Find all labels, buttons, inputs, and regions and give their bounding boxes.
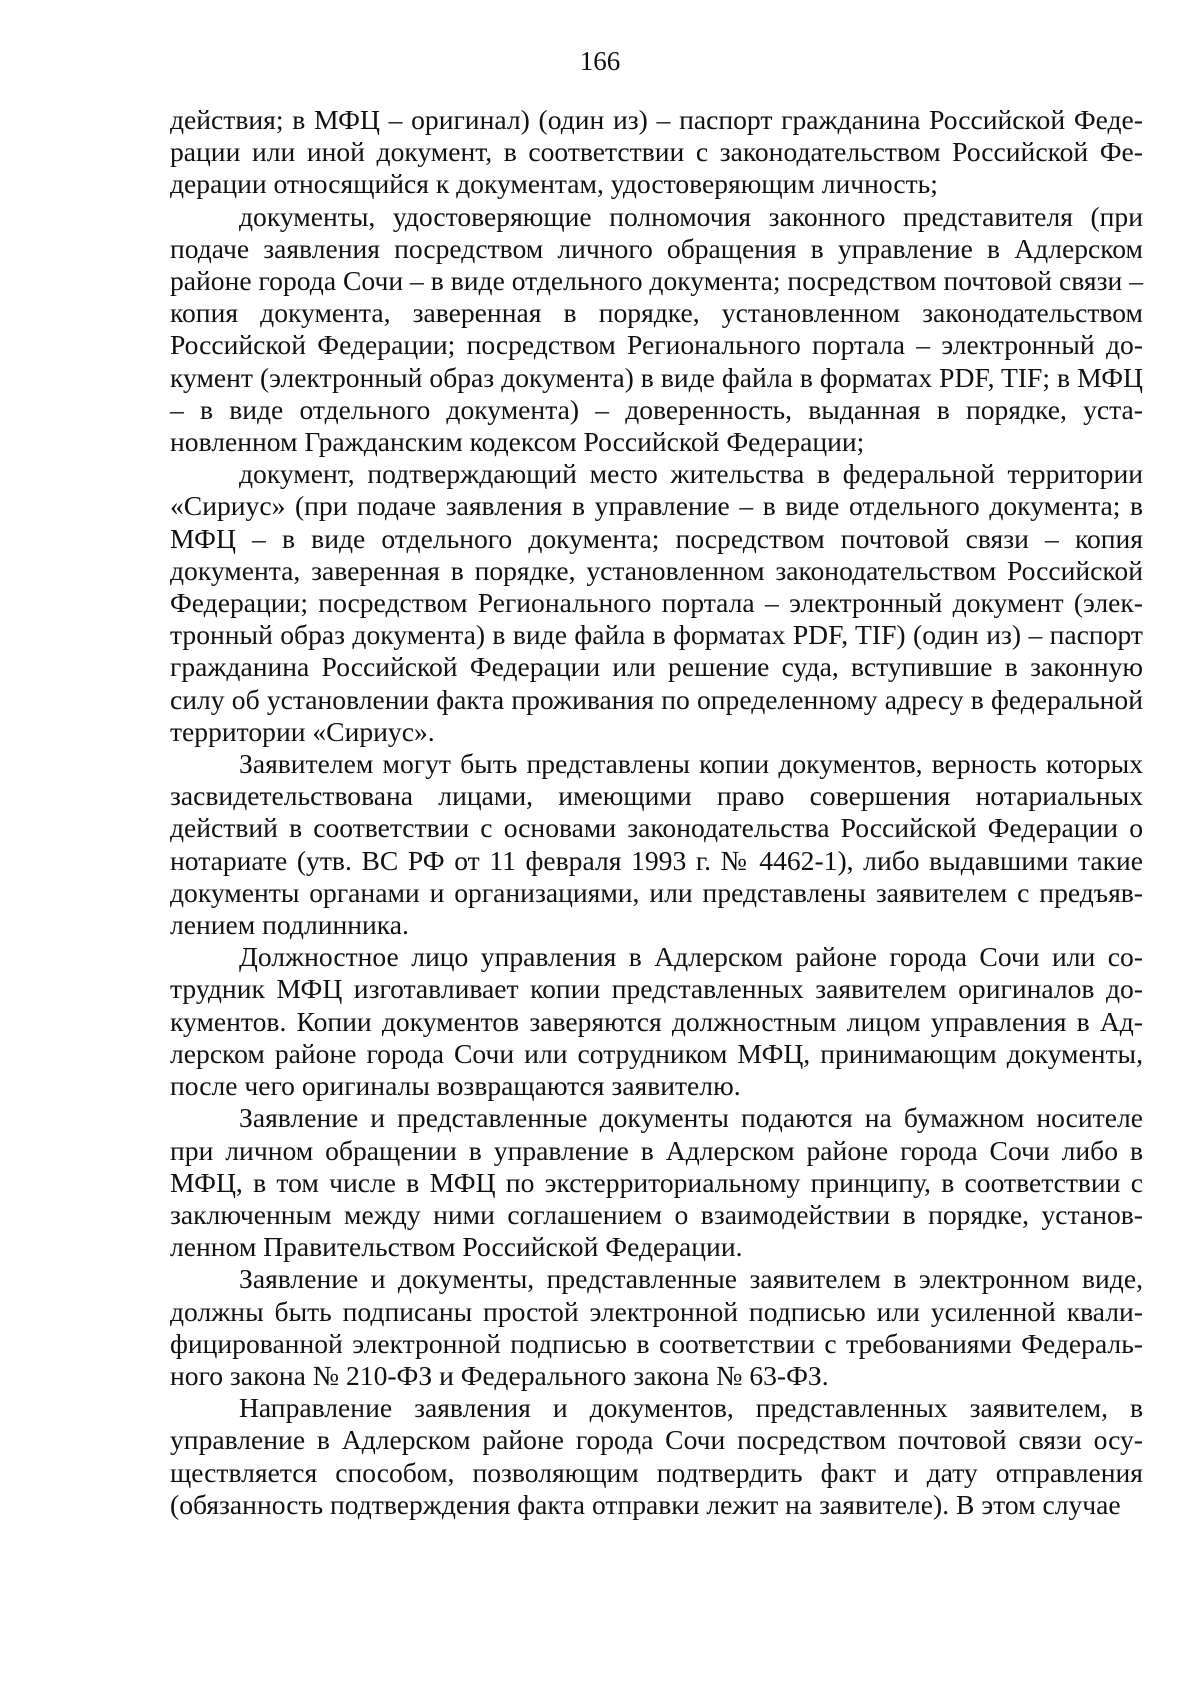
paragraph-certified-copies: Заявителем могут быть представлены копии документов, верность которых засвидетельствована лицами, имеющими право совершения нотариальных действий в соответствии с основами законодательства Российской Федерации о нотариате (утв. ВС РФ от 11 февраля 1993 г. № 4462-1), либо выдавшими такие документы органами и организациями, или представлены заявителем с предъявлением подлинника. <box>170 748 1143 941</box>
paragraph-paper-submission: Заявление и представленные документы подаются на бумажном носителе при личном обращении в управление в Адлерском районе города Сочи либо в МФЦ, в том числе в МФЦ по экстерриториальному принципу, в соответствии с заключенным между ними соглашением о взаимодействии в порядке, установленном Правительством Российской Федерации. <box>170 1102 1143 1263</box>
paragraph-copy-making: Должностное лицо управления в Адлерском районе города Сочи или сотрудник МФЦ изготавливает копии представленных заявителем оригиналов документов. Копии документов заверяются должностным лицом управления в Адлерском районе города Сочи или сотрудником МФЦ, принимающим документы, после чего оригиналы возвращаются заявителю. <box>170 941 1143 1102</box>
paragraph-continuation: действия; в МФЦ – оригинал) (один из) – паспорт гражданина Российской Федерации или иной документ, в соответствии с законодательством Российской Федерации относящийся к документам, удостоверяющим личность; <box>170 104 1143 200</box>
paragraph-representative-documents: документы, удостоверяющие полномочия законного представителя (при подаче заявления посредством личного обращения в управление в Адлерском районе города Сочи – в виде отдельного документа; посредством почтовой связи – копия документа, заверенная в порядке, установленном законодательством Российской Федерации; посредством Регионального портала – электронный документ (электронный образ документа) в виде файла в форматах PDF, TIF; в МФЦ – в виде отдельного документа) – доверенность, выданная в порядке, установленном Гражданским кодексом Российской Федерации; <box>170 200 1143 458</box>
paragraph-electronic-signature: Заявление и документы, представленные заявителем в электронном виде, должны быть подписаны простой электронной подписью или усиленной квалифицированной электронной подписью в соответствии с требованиями Федерального закона № 210-ФЗ и Федерального закона № 63-ФЗ. <box>170 1263 1143 1391</box>
document-text <box>170 104 1143 1521</box>
paragraph-postal-submission: Направление заявления и документов, представленных заявителем, в управление в Адлерском районе города Сочи посредством почтовой связи осуществляется способом, позволяющим подтвердить факт и дату отправления (обязанность подтверждения факта отправки лежит на заявителе). В этом случае <box>170 1392 1143 1520</box>
page-number: 166 <box>579 46 621 76</box>
paragraph-residence-document: документ, подтверждающий место жительства в федеральной территории «Сириус» (при подаче заявления в управление – в виде отдельного документа; в МФЦ – в виде отдельного документа; посредством почтовой связи – копия документа, заверенная в порядке, установленном законодательством Российской Федерации; посредством Регионального портала – электронный документ (электронный образ документа) в виде файла в форматах PDF, TIF) (один из) – паспорт гражданина Российской Федерации или решение суда, вступившие в законную силу об установлении факта проживания по определенному адресу в федеральной территории «Сириус». <box>170 458 1143 747</box>
